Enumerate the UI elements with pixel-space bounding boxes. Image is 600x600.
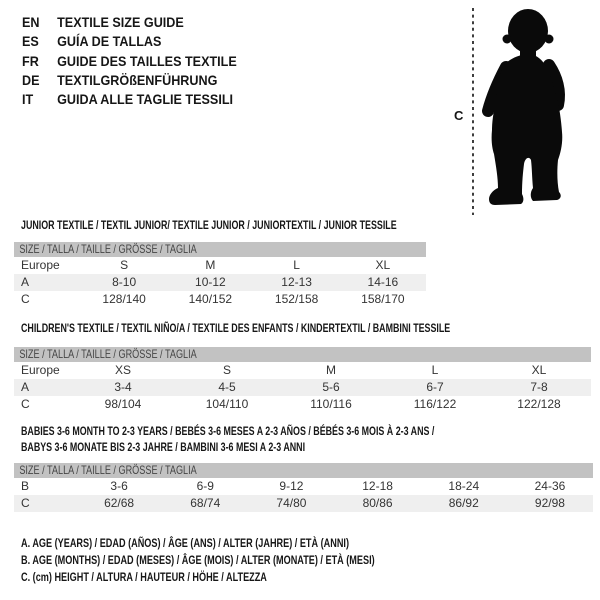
- size-value-cell: 80/86: [362, 496, 393, 510]
- size-header-bar: [14, 242, 426, 257]
- table-title-line1: BABIES 3-6 MONTH TO 2-3 YEARS / BEBÉS 3-6 MESES A 2-3 AÑOS / BÉBÉS 3-6 MOIS À 2-3 ANS /: [21, 424, 435, 438]
- table-row: [14, 495, 593, 512]
- size-value-cell: 4-5: [218, 380, 236, 394]
- language-code: ES: [22, 33, 39, 50]
- size-header-label: SIZE / TALLA / TAILLE / GRÖSSE / TAGLIA: [19, 242, 197, 256]
- language-code: DE: [22, 71, 40, 88]
- size-value-cell: 86/92: [448, 496, 479, 510]
- size-value-cell: 14-16: [367, 275, 399, 289]
- language-code: EN: [22, 14, 40, 30]
- footnote-line: B. AGE (MONTHS) / EDAD (MESES) / ÂGE (MOIS) / ALTER (MONATE) / ETÀ (MESI): [21, 553, 375, 567]
- size-value-cell: 68/74: [190, 496, 221, 510]
- size-value-cell: 5-6: [322, 380, 340, 394]
- size-value-cell: 18-24: [448, 479, 480, 493]
- table-row: [14, 396, 591, 413]
- size-header-bar: [14, 347, 591, 362]
- language-title: TEXTILE SIZE GUIDE: [57, 14, 184, 30]
- baby-silhouette-icon: [477, 4, 595, 210]
- language-title: GUIDE DES TAILLES TEXTILE: [57, 52, 237, 69]
- size-value-cell: S: [120, 258, 129, 272]
- table-row: [14, 362, 591, 379]
- footnote-line: A. AGE (YEARS) / EDAD (AÑOS) / ÂGE (ANS) / ALTER (JAHRE) / ETÀ (ANNI): [21, 536, 349, 550]
- table-row: [14, 478, 593, 495]
- size-value-cell: 158/170: [361, 292, 405, 306]
- table-rows: [14, 478, 593, 512]
- size-header-label: SIZE / TALLA / TAILLE / GRÖSSE / TAGLIA: [19, 463, 197, 477]
- size-value-cell: 116/122: [413, 397, 457, 411]
- language-row: [22, 71, 237, 90]
- size-value-cell: 3-4: [114, 380, 132, 394]
- language-list: [22, 13, 237, 109]
- size-value-cell: 12-18: [362, 479, 393, 493]
- size-value-cell: 98/104: [104, 397, 142, 411]
- size-value-cell: 8-10: [112, 275, 137, 289]
- size-value-cell: 74/80: [276, 496, 307, 510]
- size-value-cell: 24-36: [534, 479, 566, 493]
- footnote-line: C. (cm) HEIGHT / ALTURA / HAUTEUR / HÖHE / ALTEZZA: [21, 570, 267, 584]
- table-row: [14, 379, 591, 396]
- table-rows: [14, 257, 426, 308]
- row-label: A: [21, 380, 30, 394]
- legend-footnotes: [21, 535, 486, 586]
- size-value-cell: 62/68: [104, 496, 135, 510]
- size-value-cell: 10-12: [195, 275, 226, 289]
- language-row: [22, 52, 237, 71]
- row-label: A: [21, 275, 30, 289]
- size-value-cell: 3-6: [110, 479, 128, 493]
- size-value-cell: 12-13: [281, 275, 312, 289]
- size-value-cell: 6-9: [196, 479, 214, 493]
- row-label: Europe: [21, 363, 60, 377]
- size-value-cell: S: [222, 363, 231, 377]
- size-value-cell: XL: [531, 363, 547, 377]
- row-label: C: [21, 397, 30, 411]
- size-value-cell: 122/128: [517, 397, 561, 411]
- table-row: [14, 274, 426, 291]
- language-row: [22, 32, 237, 51]
- size-value-cell: 7-8: [530, 380, 548, 394]
- language-row: [22, 13, 237, 32]
- row-label: Europe: [21, 258, 60, 272]
- language-title: GUIDA ALLE TAGLIE TESSILI: [57, 91, 234, 108]
- height-measure-label: C: [454, 108, 464, 123]
- table-row: [14, 291, 426, 308]
- size-value-cell: 6-7: [426, 380, 444, 394]
- size-value-cell: 152/158: [274, 292, 319, 306]
- size-value-cell: L: [431, 363, 439, 377]
- size-value-cell: XL: [375, 258, 391, 272]
- size-value-cell: 110/116: [310, 397, 352, 411]
- language-code: FR: [22, 52, 39, 69]
- table-row: [14, 257, 426, 274]
- row-label: C: [21, 292, 30, 306]
- language-title: GUÍA DE TALLAS: [57, 33, 162, 50]
- size-value-cell: L: [293, 258, 300, 272]
- size-value-cell: M: [205, 258, 216, 272]
- row-label: C: [21, 496, 30, 510]
- table-title-line2: BABYS 3-6 MONATE BIS 2-3 JAHRE / BAMBINI 3-6 MESI A 2-3 ANNI: [21, 440, 306, 454]
- table-rows: [14, 362, 591, 413]
- height-reference-line: [470, 8, 476, 215]
- table-title: CHILDREN'S TEXTILE / TEXTIL NIÑO/A / TEXTILE DES ENFANTS / KINDERTEXTIL / BAMBINI TESSILE: [21, 321, 451, 335]
- language-code: IT: [22, 91, 34, 108]
- size-value-cell: 104/110: [205, 397, 249, 411]
- size-value-cell: M: [326, 363, 336, 377]
- size-value-cell: 128/140: [102, 292, 146, 306]
- size-value-cell: 140/152: [188, 292, 233, 306]
- language-row: [22, 90, 237, 109]
- language-title: TEXTILGRÖßENFÜHRUNG: [57, 71, 218, 88]
- row-label: B: [21, 479, 30, 493]
- table-title: JUNIOR TEXTILE / TEXTIL JUNIOR/ TEXTILE JUNIOR / JUNIORTEXTIL / JUNIOR TESSILE: [21, 218, 397, 232]
- size-value-cell: XS: [114, 363, 131, 377]
- size-header-bar: [14, 463, 593, 478]
- size-value-cell: 9-12: [279, 479, 304, 493]
- size-value-cell: 92/98: [534, 496, 565, 510]
- size-header-label: SIZE / TALLA / TAILLE / GRÖSSE / TAGLIA: [19, 347, 197, 361]
